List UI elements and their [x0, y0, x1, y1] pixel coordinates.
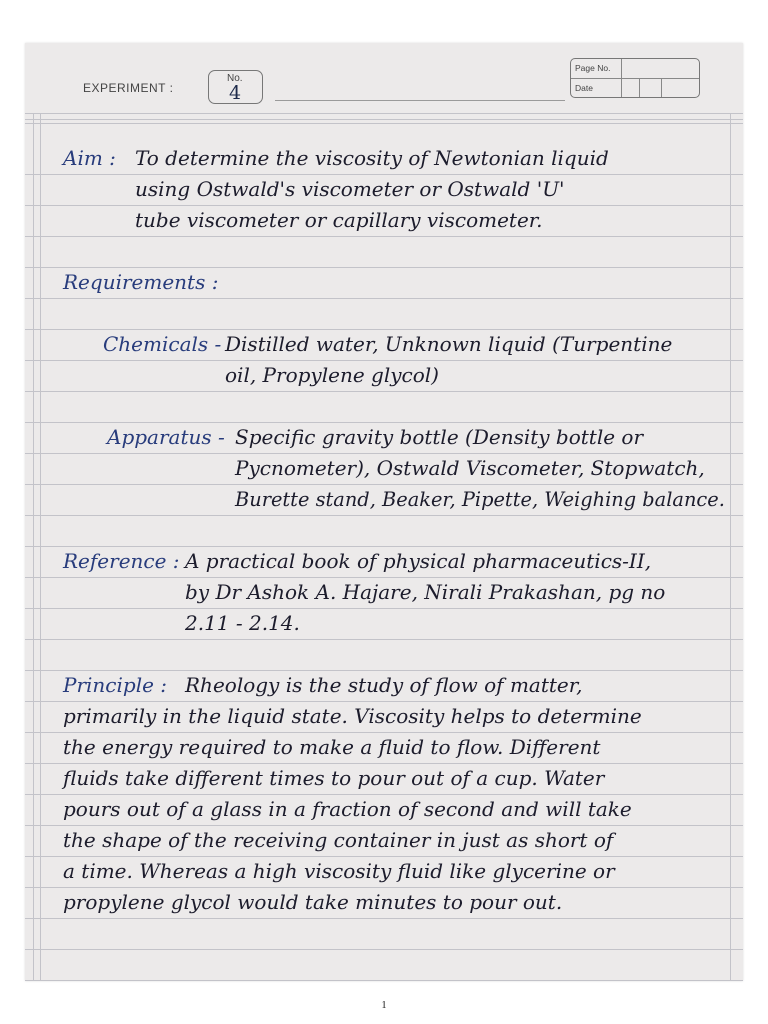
- date-label: Date: [575, 83, 593, 93]
- page-date-box: [570, 58, 700, 98]
- apparatus-line: Burette stand, Beaker, Pipette, Weighing balance.: [235, 487, 725, 511]
- principle-line: propylene glycol would take minutes to pour out.: [63, 890, 563, 914]
- ruled-line: [25, 298, 743, 299]
- apparatus-line: Specific gravity bottle (Density bottle or: [235, 425, 644, 449]
- apparatus-line: Pycnometer), Ostwald Viscometer, Stopwatch,: [235, 456, 705, 480]
- experiment-number-label: No.: [227, 73, 243, 84]
- ruled-line: [25, 918, 743, 919]
- reference-line: by Dr Ashok A. Hajare, Nirali Prakashan, pg no: [185, 580, 666, 604]
- reference-label: Reference :: [63, 549, 180, 573]
- ruled-line: [25, 949, 743, 950]
- aim-label: Aim :: [63, 146, 116, 170]
- principle-line: pours out of a glass in a fraction of second and will take: [63, 797, 632, 821]
- aim-line: using Ostwald's viscometer or Ostwald 'U': [135, 177, 565, 201]
- ruled-line: [25, 113, 743, 114]
- ruled-line: [25, 391, 743, 392]
- principle-line: a time. Whereas a high viscosity fluid like glycerine or: [63, 859, 615, 883]
- margin-line: [40, 113, 41, 981]
- experiment-label: EXPERIMENT :: [83, 81, 174, 95]
- aim-line: tube viscometer or capillary viscometer.: [135, 208, 543, 232]
- margin-line: [33, 113, 34, 981]
- reference-line: 2.11 - 2.14.: [185, 611, 300, 635]
- ruled-line: [25, 236, 743, 237]
- experiment-title-line: [275, 100, 565, 101]
- ruled-line: [25, 980, 743, 981]
- ruled-line: [25, 515, 743, 516]
- principle-line: the shape of the receiving container in just as short of: [63, 828, 614, 852]
- principle-label: Principle :: [63, 673, 168, 697]
- aim-line: To determine the viscosity of Newtonian liquid: [135, 146, 609, 170]
- requirements-title: Requirements :: [63, 270, 219, 294]
- chemicals-label: Chemicals -: [103, 332, 222, 356]
- chemicals-line: oil, Propylene glycol): [225, 363, 439, 387]
- ruled-line: [25, 639, 743, 640]
- principle-line: fluids take different times to pour out of a cup. Water: [63, 766, 605, 790]
- experiment-number-value: 4: [229, 82, 242, 104]
- principle-line: the energy required to make a fluid to flow. Different: [63, 735, 601, 759]
- reference-line: A practical book of physical pharmaceutics-II,: [185, 549, 652, 573]
- ruled-line: [25, 123, 743, 124]
- chemicals-line: Distilled water, Unknown liquid (Turpentine: [225, 332, 673, 356]
- experiment-number-box: [208, 70, 263, 104]
- notebook-page: [25, 43, 743, 981]
- page-number: 1: [381, 1000, 387, 1011]
- ruled-line: [25, 608, 743, 609]
- principle-line: Rheology is the study of flow of matter,: [185, 673, 583, 697]
- margin-line: [730, 113, 731, 981]
- ruled-line: [25, 119, 743, 120]
- principle-line: primarily in the liquid state. Viscosity helps to determine: [63, 704, 642, 728]
- apparatus-label: Apparatus -: [107, 425, 225, 449]
- page-no-label: Page No.: [575, 63, 611, 73]
